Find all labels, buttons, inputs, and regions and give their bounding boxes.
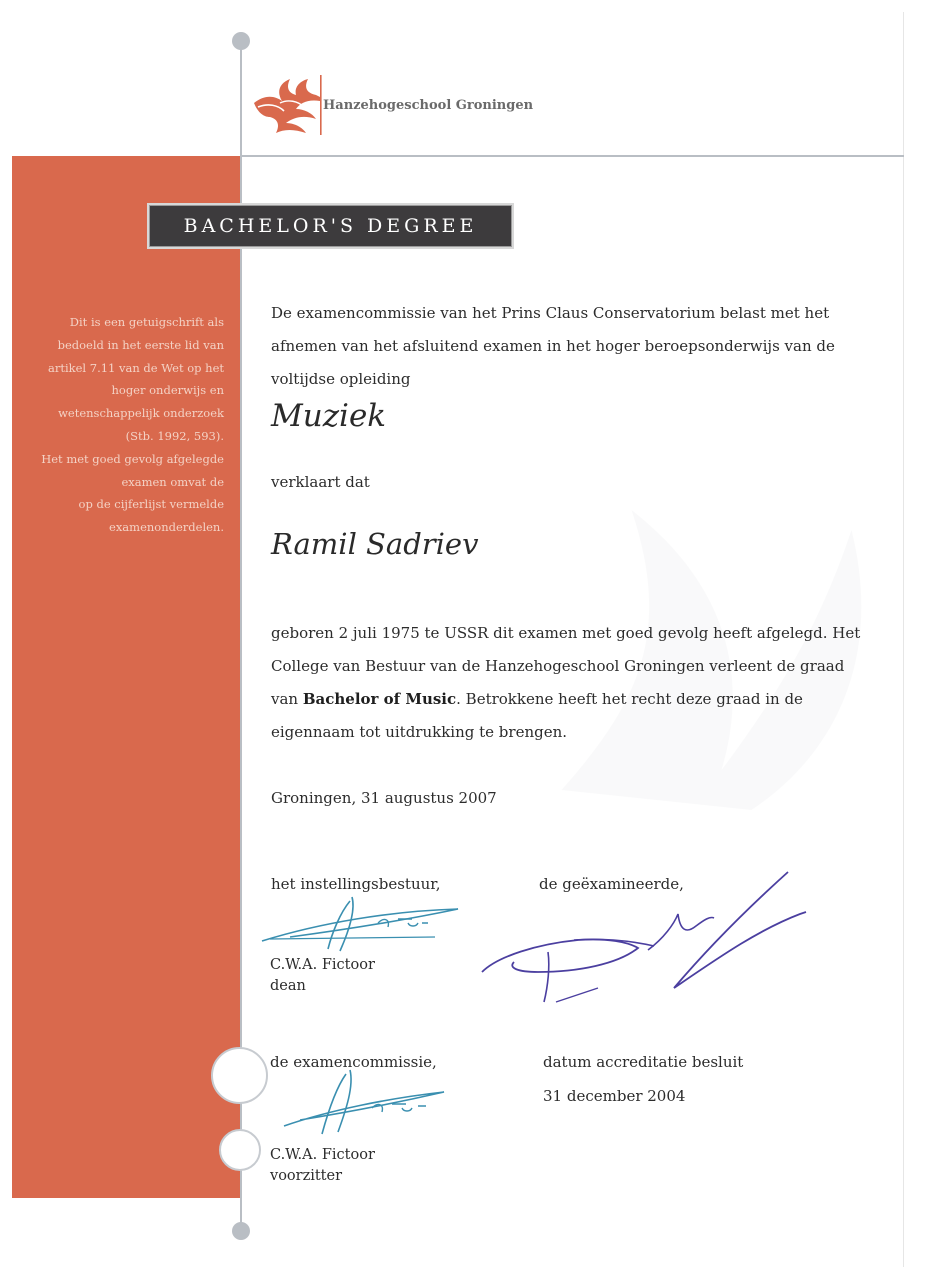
institution-name: Hanzehogeschool Groningen (323, 98, 534, 113)
accreditation-label: datum accreditatie besluit (543, 1053, 744, 1071)
rule-dot-bottom (232, 1222, 250, 1240)
degree-name: Bachelor of Music (302, 690, 457, 708)
committee-signer-role: voorzitter (270, 1168, 343, 1184)
sidebar-line: Dit is een getuigschrift als (69, 315, 224, 329)
horizontal-rule (240, 155, 904, 157)
sidebar-line: examenonderdelen. (109, 520, 224, 535)
board-signer-role: dean (270, 978, 306, 994)
intro-paragraph (271, 297, 835, 396)
degree-title: BACHELOR'S DEGREE (183, 215, 478, 237)
statement-line (271, 683, 860, 716)
program-name: Muziek (271, 398, 387, 434)
committee-signature-label: de examencommissie, (270, 1053, 437, 1071)
place-and-date: Groningen, 31 augustus 2007 (271, 789, 497, 807)
board-signer-name: C.W.A. Fictoor (270, 957, 375, 973)
board-signer-block (270, 955, 375, 997)
statement-prefix: van (271, 690, 303, 708)
sidebar-line: hoger onderwijs en (111, 383, 224, 398)
sidebar-legal-text (30, 311, 224, 539)
statement-line: College van Bestuur van de Hanzehogeschool Groningen verleent de graad (271, 657, 845, 675)
seal-hole-small (219, 1129, 261, 1171)
statement-line: geboren 2 juli 1975 te USSR dit examen met goed gevolg heeft afgelegd. Het (271, 624, 861, 642)
graduate-signature (478, 868, 808, 1008)
committee-signer-name: C.W.A. Fictoor (270, 1147, 375, 1163)
intro-line: afnemen van het afsluitend examen in het hoger beroepsonderwijs van de (271, 337, 835, 355)
seal-hole-large (211, 1047, 268, 1104)
sidebar-line: (Stb. 1992, 593). (125, 428, 224, 443)
flame-logo-icon (250, 73, 324, 137)
committee-signer-block (270, 1145, 375, 1187)
graduate-name: Ramil Sadriev (271, 527, 479, 561)
statement-paragraph (271, 617, 860, 749)
accreditation-date: 31 december 2004 (543, 1087, 686, 1105)
committee-signature (280, 1068, 450, 1138)
sidebar-line: bedoeld in het eerste lid van (57, 337, 224, 352)
statement-line: eigennaam tot uitdrukking te brengen. (271, 723, 568, 741)
statement-suffix: . Betrokkene heeft het recht deze graad in de (456, 690, 803, 708)
sidebar-line: examen omvat de (121, 474, 224, 489)
sidebar-line: wetenschappelijk onderzoek (58, 406, 224, 421)
degree-title-box (149, 205, 512, 247)
sidebar-line: artikel 7.11 van de Wet op het (48, 360, 224, 375)
page-edge (903, 12, 904, 1267)
declares-text: verklaart dat (271, 473, 370, 491)
sidebar-line: Het met goed gevolg afgelegde (41, 451, 224, 466)
board-signature-label: het instellingsbestuur, (271, 875, 441, 893)
intro-line: voltijdse opleiding (271, 370, 411, 388)
board-signature (260, 893, 465, 953)
sidebar-line: op de cijferlijst vermelde (78, 497, 224, 512)
graduate-signature-label: de geëxamineerde, (539, 875, 684, 893)
rule-dot-top (232, 32, 250, 50)
intro-line: De examencommissie van het Prins Claus Conservatorium belast met het (271, 304, 830, 322)
